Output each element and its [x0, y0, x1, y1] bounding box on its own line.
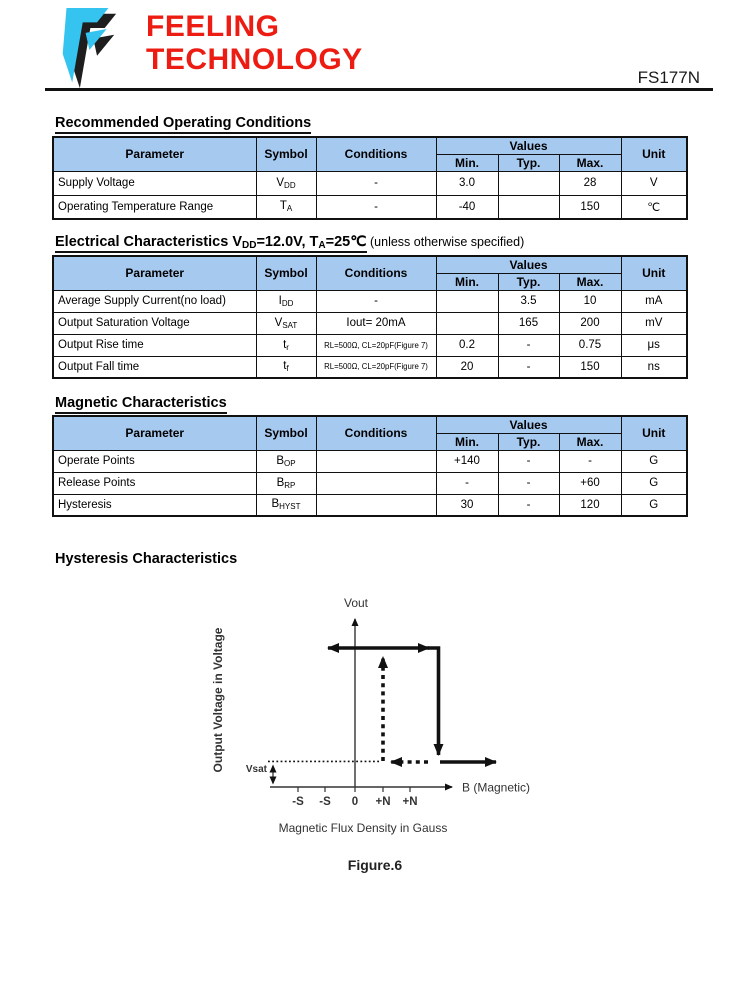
cell-max: 150	[559, 356, 621, 378]
brand-line2: TECHNOLOGY	[146, 43, 363, 76]
cell-parameter: Output Saturation Voltage	[53, 312, 256, 334]
cell-unit: ns	[621, 356, 687, 378]
section-title-electrical	[55, 234, 524, 251]
cell-min	[436, 312, 498, 334]
cell-max: +60	[559, 472, 621, 494]
th-parameter: Parameter	[53, 256, 256, 290]
magnetic-characteristics-table	[52, 415, 688, 517]
cell-unit: ℃	[621, 195, 687, 219]
table-row	[53, 195, 687, 219]
hysteresis-figure	[170, 593, 570, 843]
vsat-label: Vsat	[245, 764, 267, 775]
cell-max: 200	[559, 312, 621, 334]
x-tick-label: +N	[375, 796, 391, 808]
th-values: Values	[436, 256, 621, 273]
cell-conditions: RL=500Ω, CL=20pF(Figure 7)	[316, 356, 436, 378]
x-tick-label: +N	[402, 796, 418, 808]
cell-parameter: Average Supply Current(no load)	[53, 290, 256, 312]
cell-unit: μs	[621, 334, 687, 356]
cell-unit: G	[621, 472, 687, 494]
cell-conditions: -	[316, 171, 436, 195]
cell-symbol: $B_{OP}$	[256, 450, 316, 472]
section-title-recommended	[55, 115, 311, 131]
cell-max: 10	[559, 290, 621, 312]
cell-min: -40	[436, 195, 498, 219]
th-values: Values	[436, 137, 621, 154]
table-row	[53, 290, 687, 312]
x-axis-ticks	[298, 787, 410, 792]
cell-parameter: Hysteresis	[53, 494, 256, 516]
x-tick-label: -S	[292, 796, 304, 808]
cell-parameter: Output Fall time	[53, 356, 256, 378]
cell-typ: 3.5	[498, 290, 559, 312]
fall-transition-arrow	[428, 648, 439, 755]
brand-name	[146, 10, 363, 76]
th-min: Min.	[436, 273, 498, 290]
th-unit: Unit	[621, 416, 687, 450]
cell-parameter: Operating Temperature Range	[53, 195, 256, 219]
x-tick-label: 0	[351, 796, 359, 808]
cell-parameter: Operate Points	[53, 450, 256, 472]
cell-unit: G	[621, 494, 687, 516]
cell-typ: -	[498, 334, 559, 356]
th-typ: Typ.	[498, 433, 559, 450]
section-title-text: Recommended Operating Conditions	[55, 115, 311, 134]
feeling-technology-logo	[52, 8, 144, 92]
x-axis-caption: Magnetic Flux Density in Gauss	[278, 821, 448, 835]
table-row	[53, 356, 687, 378]
th-max: Max.	[559, 273, 621, 290]
recommended-operating-conditions-table	[52, 136, 688, 220]
cell-min: 20	[436, 356, 498, 378]
cell-conditions: -	[316, 290, 436, 312]
th-values: Values	[436, 416, 621, 433]
table-row	[53, 450, 687, 472]
section-title-note: (unless otherwise specified)	[366, 235, 525, 249]
cell-symbol: $t_f$	[256, 356, 316, 378]
th-min: Min.	[436, 154, 498, 171]
cell-min: -	[436, 472, 498, 494]
header-rule	[45, 88, 713, 91]
cell-min	[436, 290, 498, 312]
cell-conditions: -	[316, 195, 436, 219]
cell-max: 0.75	[559, 334, 621, 356]
part-number: FS177N	[637, 68, 700, 87]
th-conditions: Conditions	[316, 416, 436, 450]
th-parameter: Parameter	[53, 416, 256, 450]
th-unit: Unit	[621, 137, 687, 171]
cell-conditions	[316, 450, 436, 472]
cell-parameter: Output Rise time	[53, 334, 256, 356]
table-row	[53, 334, 687, 356]
th-symbol: Symbol	[256, 256, 316, 290]
cell-typ: -	[498, 356, 559, 378]
cell-min: 0.2	[436, 334, 498, 356]
cell-typ: -	[498, 494, 559, 516]
th-parameter: Parameter	[53, 137, 256, 171]
cell-typ: -	[498, 472, 559, 494]
th-typ: Typ.	[498, 273, 559, 290]
cell-conditions: Iout= 20mA	[316, 312, 436, 334]
cell-typ: -	[498, 450, 559, 472]
cell-max: 120	[559, 494, 621, 516]
section-title-hysteresis: Hysteresis Characteristics	[55, 551, 238, 567]
cell-symbol: $B_{RP}$	[256, 472, 316, 494]
th-conditions: Conditions	[316, 256, 436, 290]
cell-symbol: $V_{DD}$	[256, 171, 316, 195]
th-max: Max.	[559, 154, 621, 171]
th-unit: Unit	[621, 256, 687, 290]
cell-unit: V	[621, 171, 687, 195]
b-magnetic-axis-label: B (Magnetic)	[462, 780, 531, 795]
cell-conditions: RL=500Ω, CL=20pF(Figure 7)	[316, 334, 436, 356]
th-min: Min.	[436, 433, 498, 450]
cell-max: 28	[559, 171, 621, 195]
th-typ: Typ.	[498, 154, 559, 171]
cell-unit: mV	[621, 312, 687, 334]
brand-line1: FEELING	[146, 10, 280, 43]
cell-max: -	[559, 450, 621, 472]
cell-min: 3.0	[436, 171, 498, 195]
electrical-characteristics-table	[52, 255, 688, 379]
th-symbol: Symbol	[256, 137, 316, 171]
cell-symbol: $t_r$	[256, 334, 316, 356]
section-title-text: Magnetic Characteristics	[55, 395, 227, 414]
cell-conditions	[316, 494, 436, 516]
section-title-text: Electrical Characteristics VDD=12.0V, TA=25℃	[55, 234, 367, 251]
cell-parameter: Supply Voltage	[53, 171, 256, 195]
cell-typ	[498, 171, 559, 195]
table-row	[53, 494, 687, 516]
cell-typ: 165	[498, 312, 559, 334]
cell-max: 150	[559, 195, 621, 219]
cell-symbol: $B_{HYST}$	[256, 494, 316, 516]
vout-axis-label: Vout	[343, 596, 369, 610]
cell-typ	[498, 195, 559, 219]
x-tick-label: -S	[319, 796, 331, 808]
figure-number: Figure.6	[347, 857, 403, 873]
cell-conditions	[316, 472, 436, 494]
th-symbol: Symbol	[256, 416, 316, 450]
cell-parameter: Release Points	[53, 472, 256, 494]
cell-symbol: $T_A$	[256, 195, 316, 219]
th-conditions: Conditions	[316, 137, 436, 171]
table-row	[53, 312, 687, 334]
cell-min: +140	[436, 450, 498, 472]
cell-min: 30	[436, 494, 498, 516]
cell-unit: mA	[621, 290, 687, 312]
table-row	[53, 171, 687, 195]
cell-symbol: $I_{DD}$	[256, 290, 316, 312]
cell-symbol: $V_{SAT}$	[256, 312, 316, 334]
cell-unit: G	[621, 450, 687, 472]
y-axis-title: Output Voltage in Voltage	[211, 627, 225, 773]
th-max: Max.	[559, 433, 621, 450]
table-row	[53, 472, 687, 494]
section-title-magnetic	[55, 395, 227, 411]
